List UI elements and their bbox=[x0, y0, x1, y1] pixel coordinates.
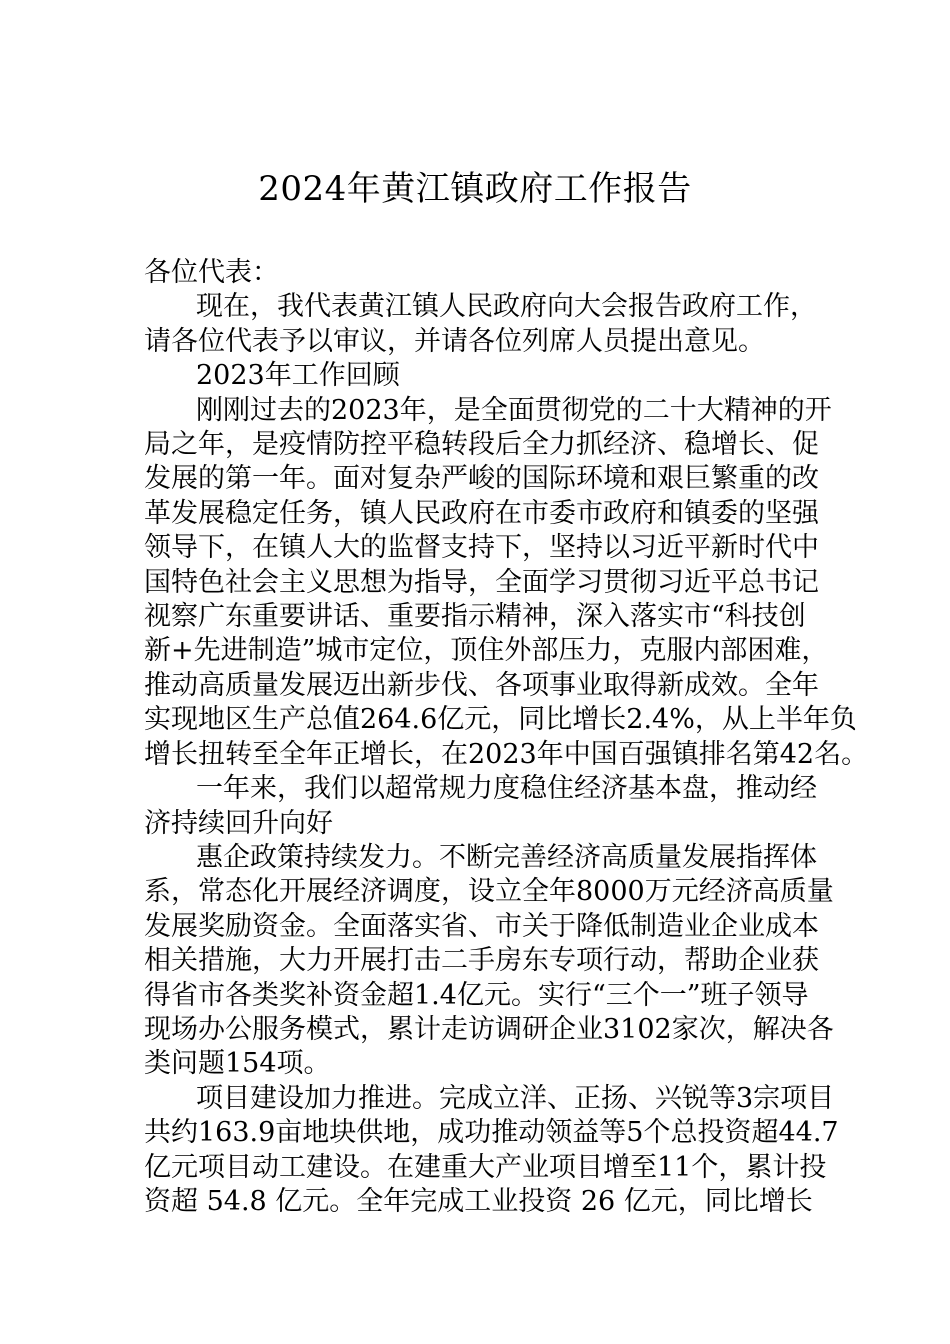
text-line: 增长扭转至全年正增长，在2023年中国百强镇排名第42名。 bbox=[144, 738, 869, 770]
text-line: 惠企政策持续发力。不断完善经济高质量发展指挥体 bbox=[196, 841, 817, 873]
text-line: 现场办公服务模式，累计走访调研企业3102家次，解决各 bbox=[144, 1013, 834, 1045]
text-line: 一年来，我们以超常规力度稳住经济基本盘，推动经 bbox=[196, 773, 817, 805]
text-line: 实现地区生产总值264.6亿元，同比增长2.4%，从上半年负 bbox=[144, 704, 857, 736]
text-line: 发展奖励资金。全面落实省、市关于降低制造业企业成本 bbox=[144, 910, 819, 942]
text-line: 新+先进制造”城市定位，顶住外部压力，克服内部困难， bbox=[144, 635, 829, 667]
text-line: 系，常态化开展经济调度，设立全年8000万元经济高质量 bbox=[144, 876, 834, 908]
text-line: 现在，我代表黄江镇人民政府向大会报告政府工作， bbox=[196, 291, 817, 323]
text-line: 类问题154项。 bbox=[144, 1048, 331, 1080]
text-line: 发展的第一年。面对复杂严峻的国际环境和艰巨繁重的改 bbox=[144, 463, 819, 495]
text-line: 资超 54.8 亿元。全年完成工业投资 26 亿元，同比增长 bbox=[144, 1185, 813, 1217]
text-line: 请各位代表予以审议，并请各位列席人员提出意见。 bbox=[144, 325, 765, 357]
text-line: 局之年，是疫情防控平稳转段后全力抓经济、稳增长、促 bbox=[144, 429, 819, 461]
text-line: 相关措施，大力开展打击二手房东专项行动，帮助企业获 bbox=[144, 945, 819, 977]
text-line: 视察广东重要讲话、重要指示精神，深入落实市“科技创 bbox=[144, 601, 806, 633]
text-line: 2023年工作回顾 bbox=[196, 360, 400, 392]
text-line: 共约163.9亩地块供地，成功推动领益等5个总投资超44.7 bbox=[144, 1117, 839, 1149]
text-line: 革发展稳定任务，镇人民政府在市委市政府和镇委的坚强 bbox=[144, 497, 819, 529]
text-line: 刚刚过去的2023年，是全面贯彻党的二十大精神的开 bbox=[196, 394, 832, 426]
text-line: 国特色社会主义思想为指导，全面学习贯彻习近平总书记 bbox=[144, 566, 819, 598]
text-line: 领导下，在镇人大的监督支持下，坚持以习近平新时代中 bbox=[144, 532, 819, 564]
document-body bbox=[144, 256, 869, 1219]
text-line: 各位代表： bbox=[144, 257, 279, 288]
text-line: 济持续回升向好 bbox=[144, 807, 333, 839]
text-line: 项目建设加力推进。完成立洋、正扬、兴锐等3宗项目 bbox=[196, 1082, 835, 1114]
text-line: 得省市各类奖补资金超1.4亿元。实行“三个一”班子领导 bbox=[144, 979, 809, 1011]
document-title: 2024年黄江镇政府工作报告 bbox=[258, 169, 692, 209]
text-line: 亿元项目动工建设。在建重大产业项目增至11个，累计投 bbox=[144, 1151, 827, 1183]
text-line: 推动高质量发展迈出新步伐、各项事业取得新成效。全年 bbox=[144, 669, 819, 701]
